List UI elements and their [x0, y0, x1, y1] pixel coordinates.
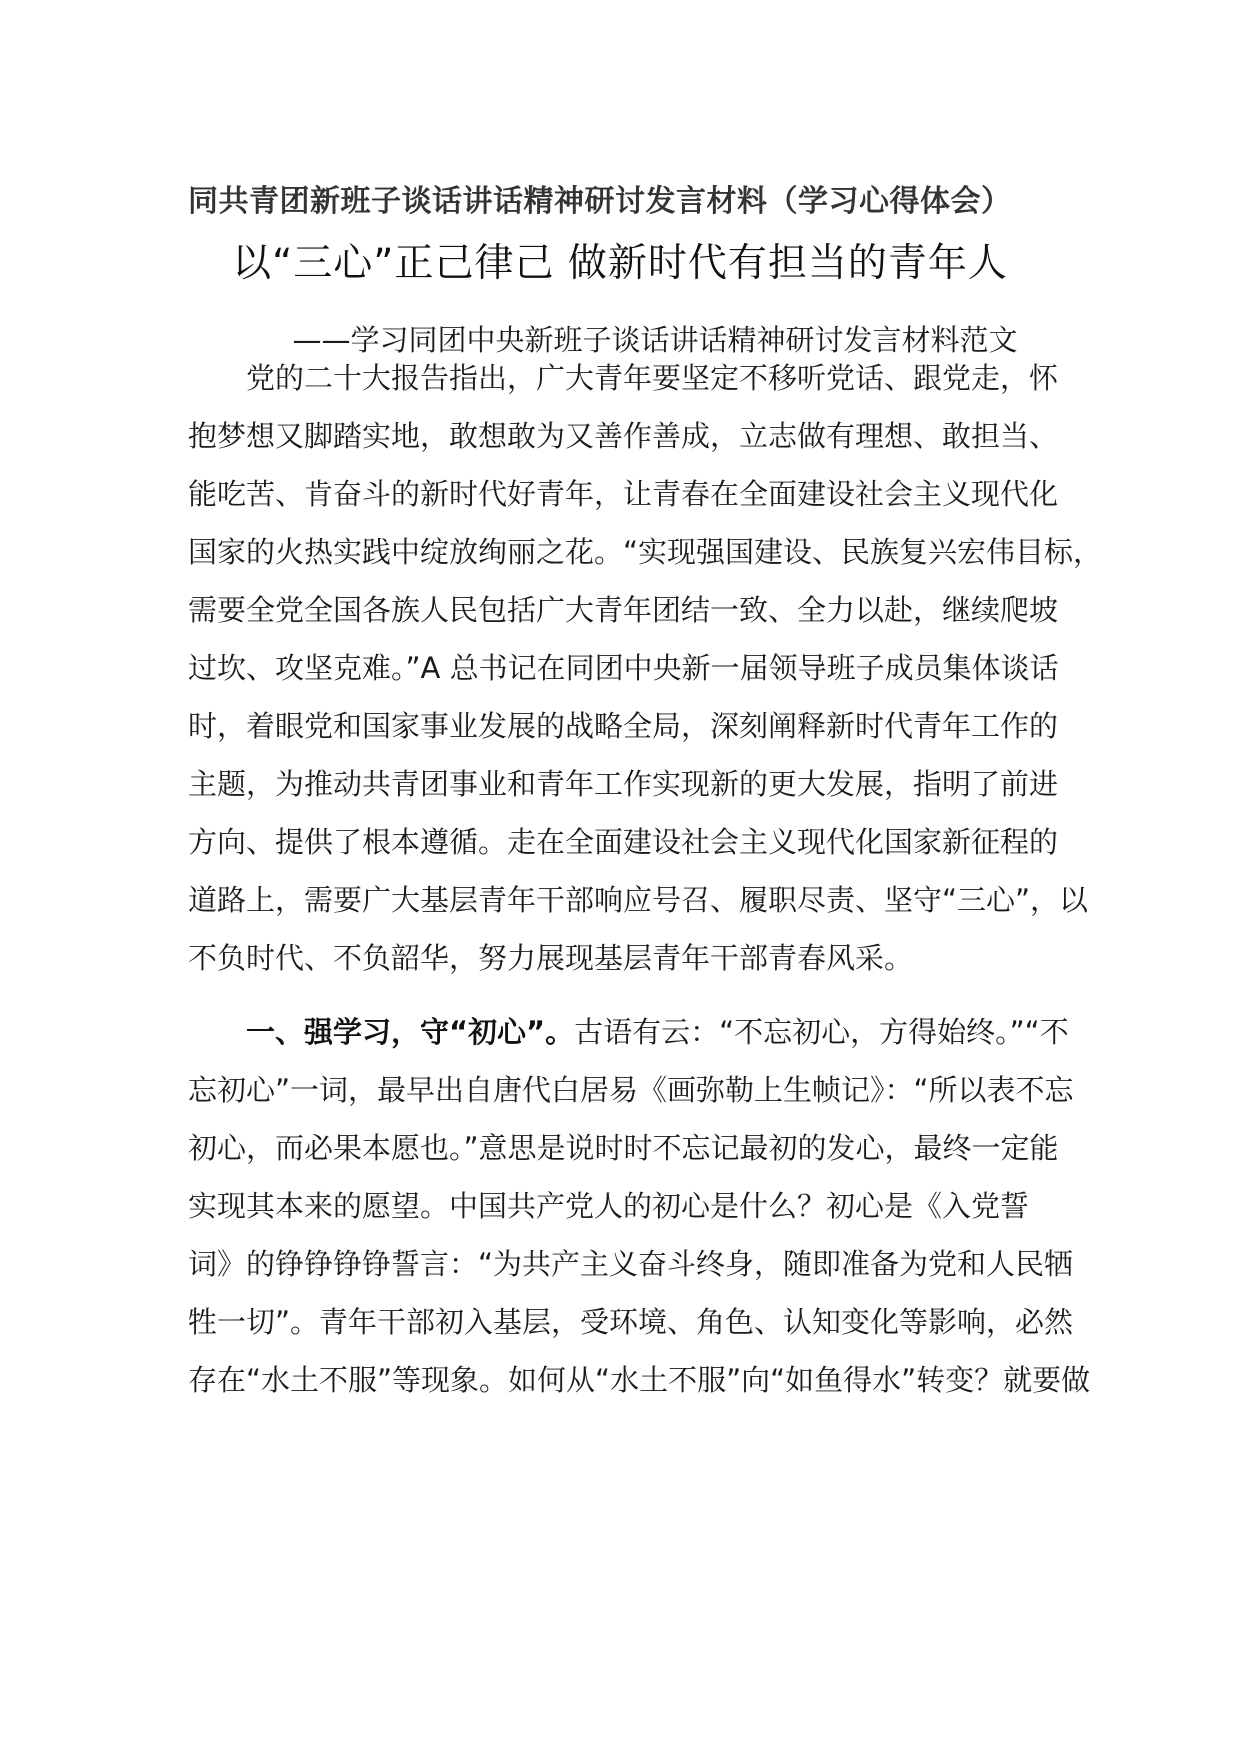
paragraph-line: 词》的铮铮铮铮誓言：“为共产主义奋斗终身，随即准备为党和人民牺 — [188, 1247, 1074, 1281]
paragraph-line: 国家的火热实践中绽放绚丽之花。“实现强国建设、民族复兴宏伟目标， — [188, 535, 1103, 569]
document-header: 同共青团新班子谈话讲话精神研讨发言材料（学习心得体会） — [188, 184, 1012, 219]
paragraph-line: 方向、提供了根本遵循。走在全面建设社会主义现代化国家新征程的 — [188, 825, 1059, 859]
section-first-line — [246, 1012, 1069, 1052]
paragraph-line: 道路上，需要广大基层青年干部响应号召、履职尽责、坚守“三心”，以 — [188, 883, 1089, 917]
paragraph-line: 能吃苦、肯奋斗的新时代好青年，让青春在全面建设社会主义现代化 — [188, 477, 1059, 511]
section-heading: 一、强学习，守“初心”。 — [246, 1015, 575, 1049]
paragraph-line: 实现其本来的愿望。中国共产党人的初心是什么？初心是《入党誓 — [188, 1189, 1030, 1223]
paragraph-line: 牲一切”。青年干部初入基层，受环境、角色、认知变化等影响，必然 — [188, 1305, 1074, 1339]
paragraph-line: 需要全党全国各族人民包括广大青年团结一致、全力以赴，继续爬坡 — [188, 593, 1059, 627]
paragraph-line: 存在“水土不服”等现象。如何从“水土不服”向“如鱼得水”转变？就要做 — [188, 1363, 1091, 1397]
section-first-line-text: 古语有云：“不忘初心，方得始终。”“不 — [574, 1015, 1069, 1049]
paragraph-line: 主题，为推动共青团事业和青年工作实现新的更大发展，指明了前进 — [188, 767, 1059, 801]
paragraph-line: 忘初心”一词，最早出自唐代白居易《画弥勒上生帧记》：“所以表不忘 — [188, 1073, 1074, 1107]
paragraph-line: 初心，而必果本愿也。”意思是说时时不忘记最初的发心，最终一定能 — [188, 1131, 1059, 1165]
paragraph-line: 过坎、攻坚克难。”A 总书记在同团中央新一届领导班子成员集体谈话 — [188, 651, 1059, 685]
paragraph-line: 党的二十大报告指出，广大青年要坚定不移听党话、跟党走，怀 — [246, 361, 1059, 395]
document-subtitle: ——学习同团中央新班子谈话讲话精神研讨发言材料范文 — [292, 323, 1018, 357]
paragraph-line: 抱梦想又脚踏实地，敢想敢为又善作善成，立志做有理想、敢担当、 — [188, 419, 1059, 453]
document-title: 以“三心”正己律己 做新时代有担当的青年人 — [232, 241, 1008, 286]
paragraph-line: 时，着眼党和国家事业发展的战略全局，深刻阐释新时代青年工作的 — [188, 709, 1059, 743]
paragraph-line: 不负时代、不负韶华，努力展现基层青年干部青春风采。 — [188, 941, 914, 975]
